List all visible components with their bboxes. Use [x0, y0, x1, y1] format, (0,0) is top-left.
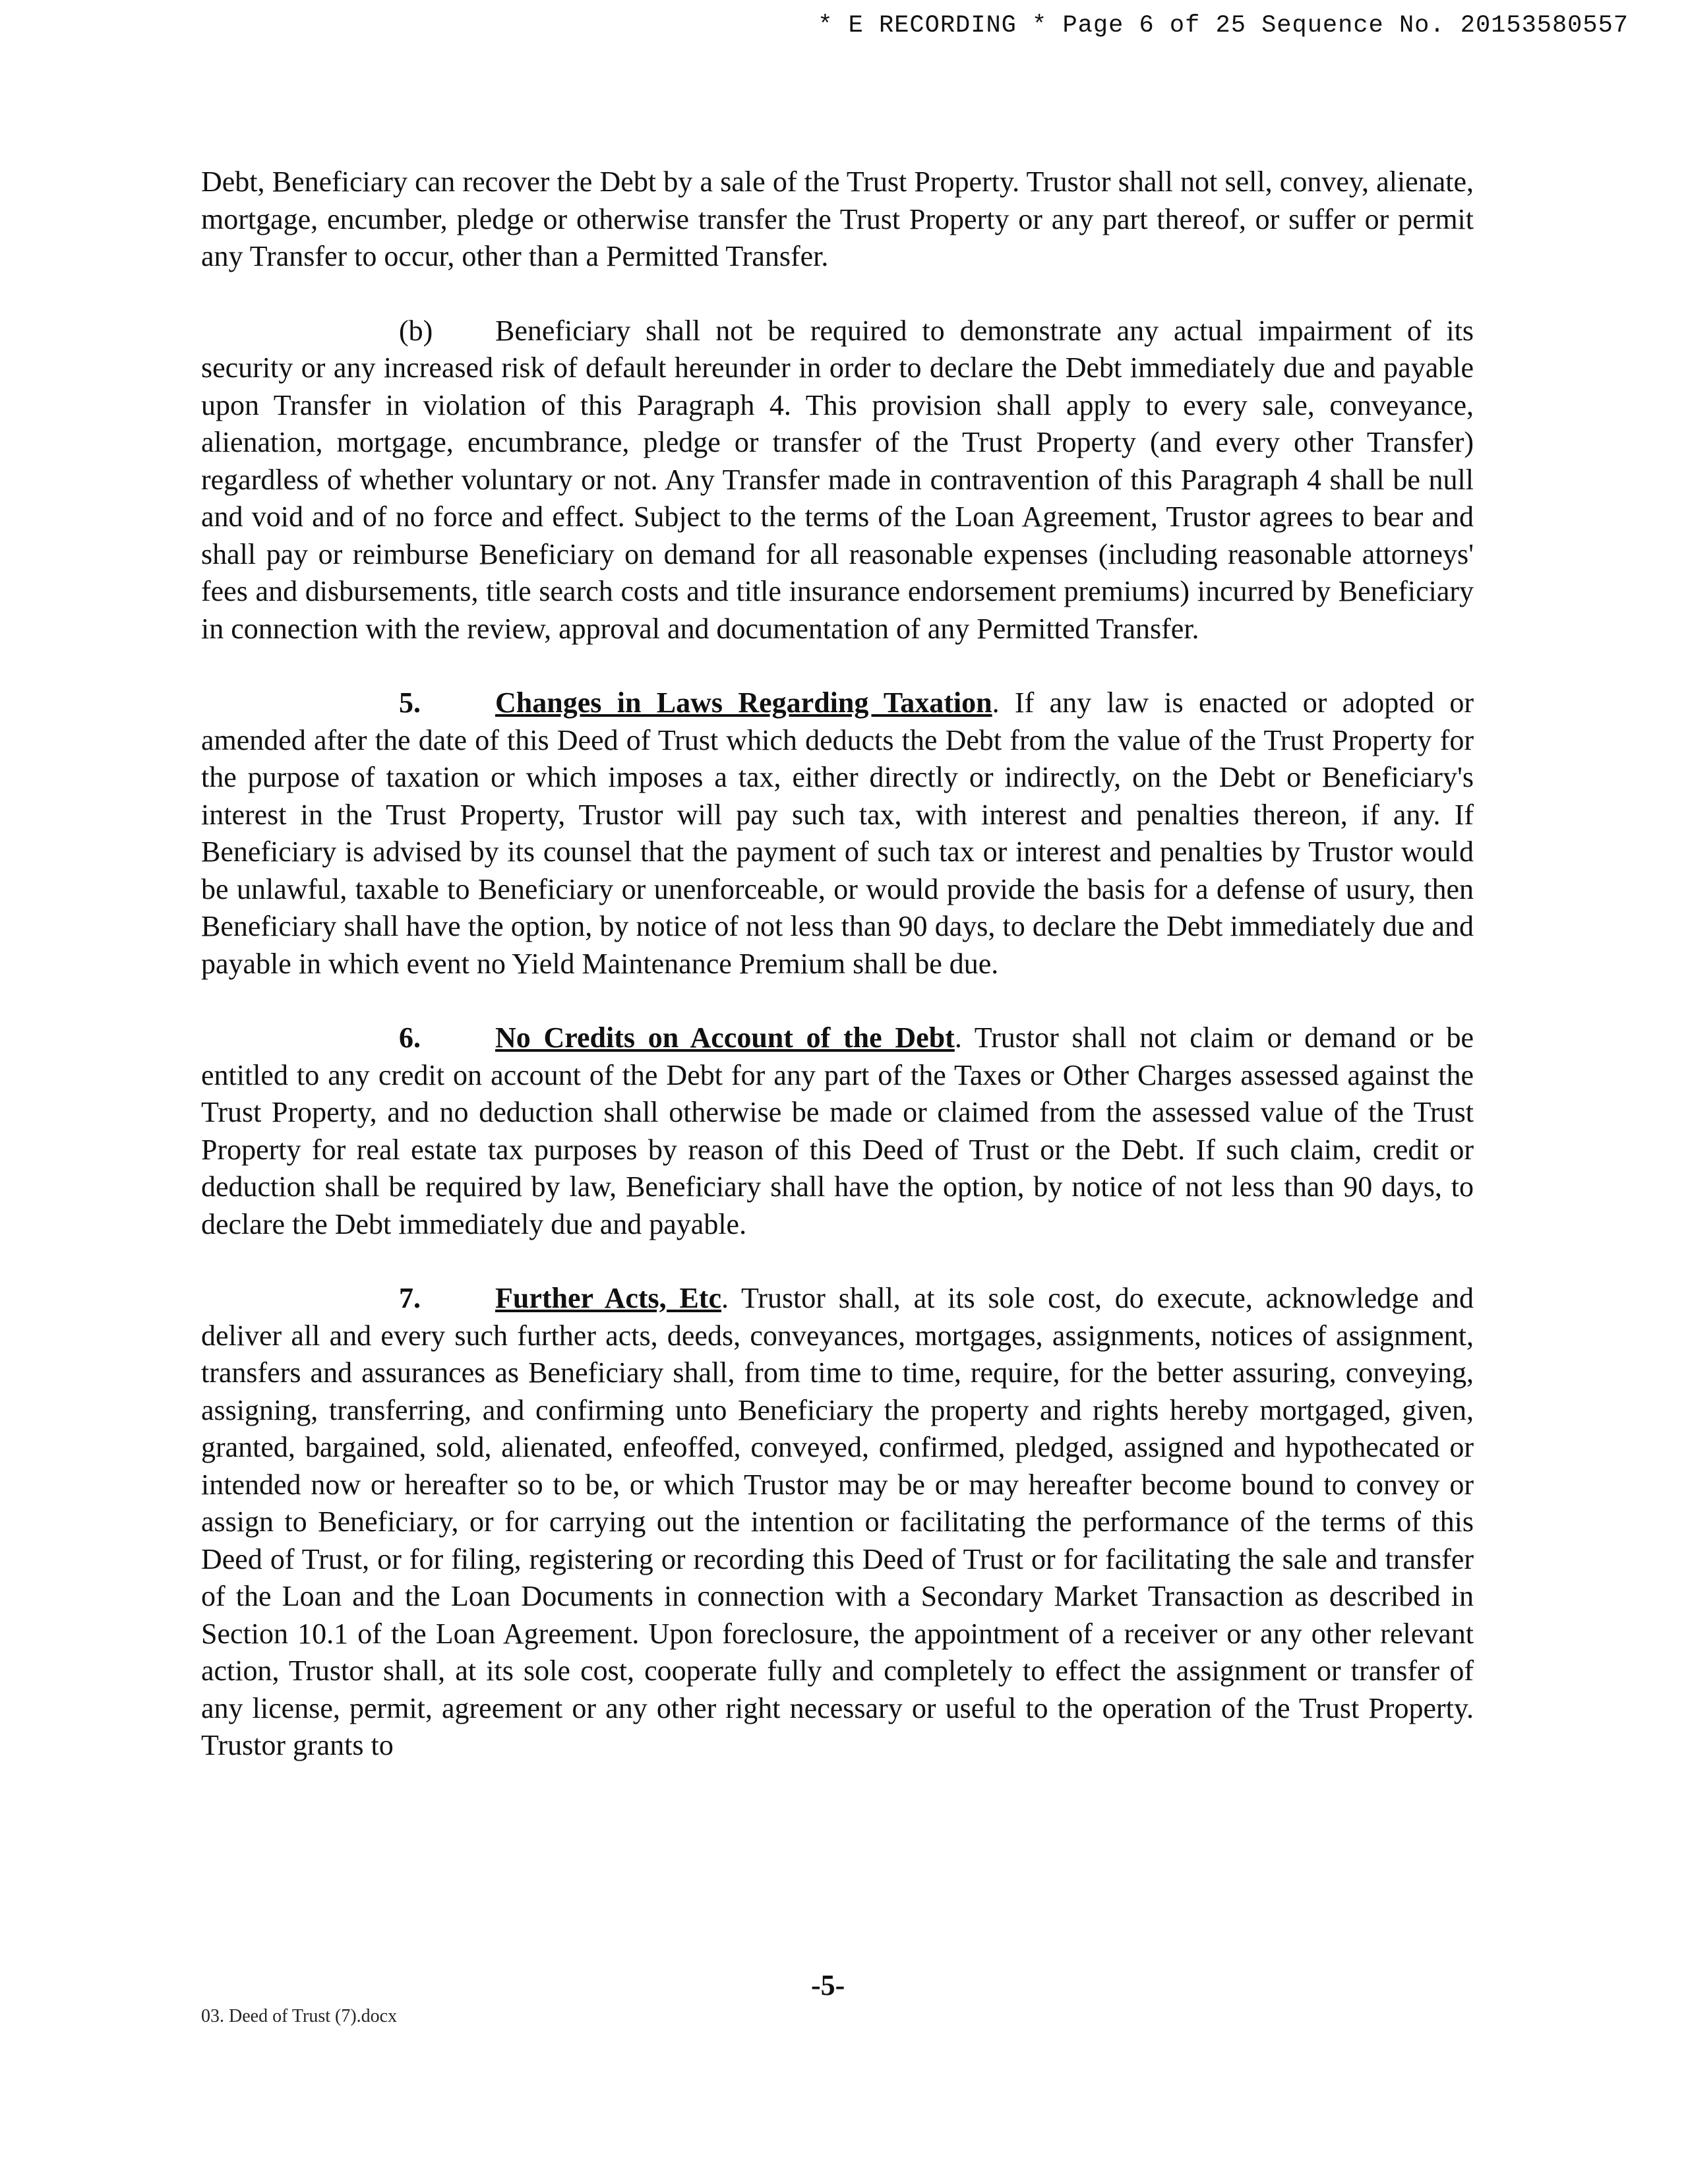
subparagraph-text: Beneficiary shall not be required to demonstrate any actual impairment of its security or any increased risk of default hereunder in order to declare the Debt immediately due and payable upon Transfer in violation of this Paragraph 4. This provision shall apply to every sale, conveyance, alienation, mortgage, encumbrance, pledge or transfer of the Trust Property (and every other Transfer) regardless of whether voluntary or not. Any Transfer made in contravention of this Paragraph 4 shall be null and void and of no force and effect. Subject to the terms of the Loan Agreement, Trustor agrees to bear and shall pay or reimburse Beneficiary on demand for all reasonable expenses (including reasonable attorneys' fees and disbursements, title search costs and title insurance endorsement premiums) incurred by Beneficiary in connection with the review, approval and documentation of any Permitted Transfer.	[201, 314, 1474, 645]
section-number: 5.	[399, 686, 421, 719]
section-number: 7.	[399, 1282, 421, 1314]
subparagraph-label: (b)	[399, 314, 433, 347]
section-number: 6.	[399, 1021, 421, 1054]
section-5	[201, 684, 1474, 983]
recording-header: * E RECORDING * Page 6 of 25 Sequence No. 20153580557	[818, 12, 1629, 40]
continuation-paragraph: Debt, Beneficiary can recover the Debt by a sale of the Trust Property. Trustor shall not sell, convey, alienate, mortgage, encumber, pledge or otherwise transfer the Trust Property or any part thereof, or suffer or permit any Transfer to occur, other than a Permitted Transfer.	[201, 166, 1474, 272]
section-6	[201, 1019, 1474, 1243]
section-text: . If any law is enacted or adopted or amended after the date of this Deed of Trust which deducts the Debt from the value of the Trust Property for the purpose of taxation or which imposes a tax, either directly or indirectly, on the Debt or Beneficiary's interest in the Trust Property, Trustor will pay such tax, with interest and penalties thereon, if any. If Beneficiary is advised by its counsel that the payment of such tax or interest and penalties by Trustor would be unlawful, taxable to Beneficiary or unenforceable, or would provide the basis for a defense of usury, then Beneficiary shall have the option, by notice of not less than 90 days, to declare the Debt immediately due and payable in which event no Yield Maintenance Premium shall be due.	[201, 686, 1474, 980]
section-heading: No Credits on Account of the Debt	[495, 1021, 955, 1054]
section-7	[201, 1280, 1474, 1765]
document-body	[201, 164, 1474, 1802]
subparagraph-b	[201, 313, 1474, 648]
section-text: . Trustor shall, at its sole cost, do execute, acknowledge and deliver all and every such further acts, deeds, conveyances, mortgages, assignments, notices of assignment, transfers and assurances as Beneficiary shall, from time to time, require, for the better assuring, conveying, assigning, transferring, and confirming unto Beneficiary the property and rights hereby mortgaged, given, granted, bargained, sold, alienated, enfeoffed, conveyed, confirmed, pledged, assigned and hypothecated or intended now or hereafter so to be, or which Trustor may be or may hereafter become bound to convey or assign to Beneficiary, or for carrying out the intention or facilitating the performance of the terms of this Deed of Trust, or for filing, registering or recording this Deed of Trust or for facilitating the sale and transfer of the Loan and the Loan Documents in connection with a Secondary Market Transaction as described in Section 10.1 of the Loan Agreement. Upon foreclosure, the appointment of a receiver or any other relevant action, Trustor shall, at its sole cost, cooperate fully and completely to effect the assignment or transfer of any license, permit, agreement or any other right necessary or useful to the operation of the Trust Property. Trustor grants to	[201, 1282, 1474, 1761]
footer-file-name: 03. Deed of Trust (7).docx	[201, 2006, 398, 2026]
page-number: -5-	[811, 1969, 845, 2001]
section-heading: Further Acts, Etc	[495, 1282, 721, 1314]
section-heading: Changes in Laws Regarding Taxation	[495, 686, 992, 719]
section-text: . Trustor shall not claim or demand or be entitled to any credit on account of the Debt for any part of the Taxes or Other Charges assessed against the Trust Property, and no deduction shall otherwise be made or claimed from the assessed value of the Trust Property for real estate tax purposes by reason of this Deed of Trust or the Debt. If such claim, credit or deduction shall be required by law, Beneficiary shall have the option, by notice of not less than 90 days, to declare the Debt immediately due and payable.	[201, 1021, 1474, 1240]
